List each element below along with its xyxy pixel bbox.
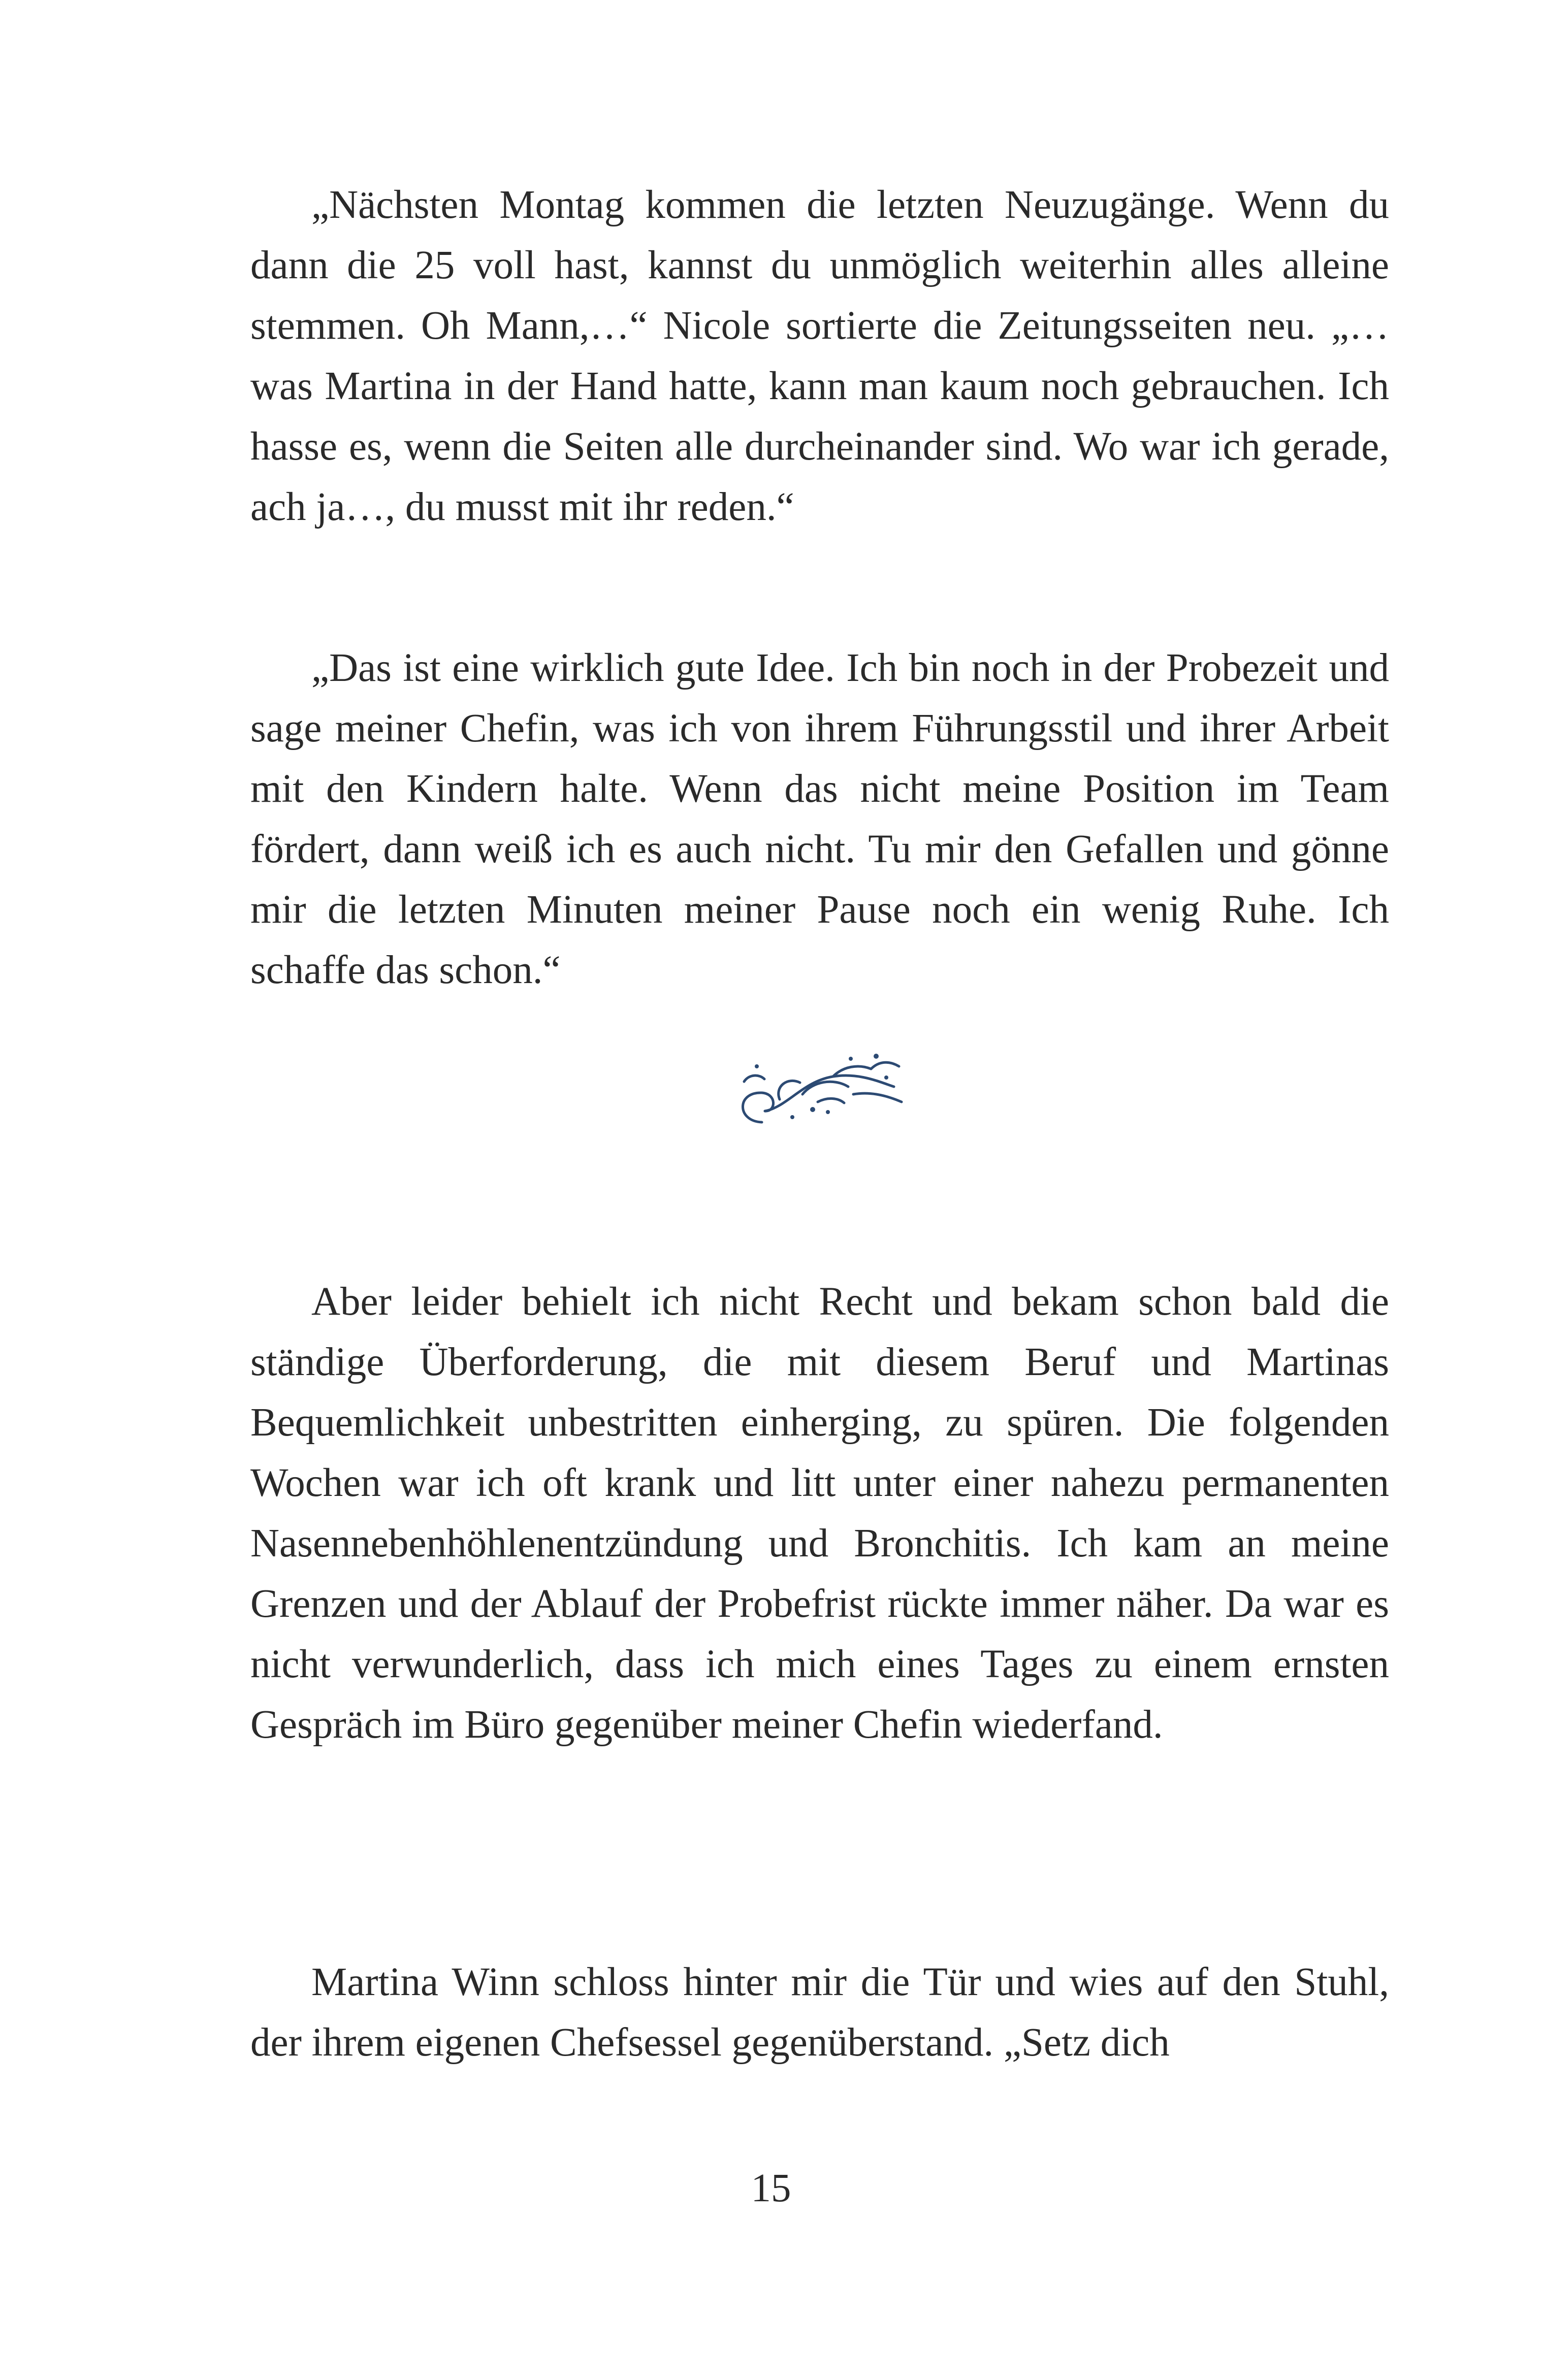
paragraph-1: „Nächsten Montag kommen die letzten Neuzugänge. Wenn du dann die 25 voll hast, kannst du unmöglich weiterhin alles alleine stemmen. Oh Mann,…“ Nicole sortierte die Zeitungsseiten neu. „… was Martina in der Hand hatte, kann man kaum noch gebrauchen. Ich hasse es, wenn die Seiten alle durcheinander sind. Wo war ich gerade, ach ja…, du musst mit ihr reden.“ [250, 183, 1389, 529]
paragraph-2: „Das ist eine wirklich gute Idee. Ich bin noch in der Probezeit und sage meiner Chefin, was ich von ihrem Führungsstil und ihrer Arbeit mit den Kindern halte. Wenn das nicht meine Position im Team fördert, dann weiß ich es auch nicht. Tu mir den Gefallen und gönne mir die letzten Minuten meiner Pause noch ein wenig Ruhe. Ich schaffe das schon.“ [250, 646, 1389, 992]
page-number: 15 [751, 2166, 791, 2210]
flourish-ornament-icon [726, 1046, 909, 1132]
paragraph-4: Martina Winn schloss hinter mir die Tür und wies auf den Stuhl, der ihrem eigenen Chefsessel gegenüberstand. „Setz dich [250, 1960, 1389, 2065]
paragraph-3: Aber leider behielt ich nicht Recht und bekam schon bald die ständige Überforderung, die mit diesem Beruf und Martinas Bequemlichkeit unbestritten einherging, zu spüren. Die folgenden Wochen war ich oft krank und litt unter einer nahezu permanenten Nasennebenhöhlenentzündung und Bronchitis. Ich kam an meine Grenzen und der Ablauf der Probefrist rückte immer näher. Da war es nicht verwunderlich, dass ich mich eines Tages zu einem ernsten Gespräch im Büro gegenüber meiner Chefin wiederfand. [250, 1280, 1389, 1747]
